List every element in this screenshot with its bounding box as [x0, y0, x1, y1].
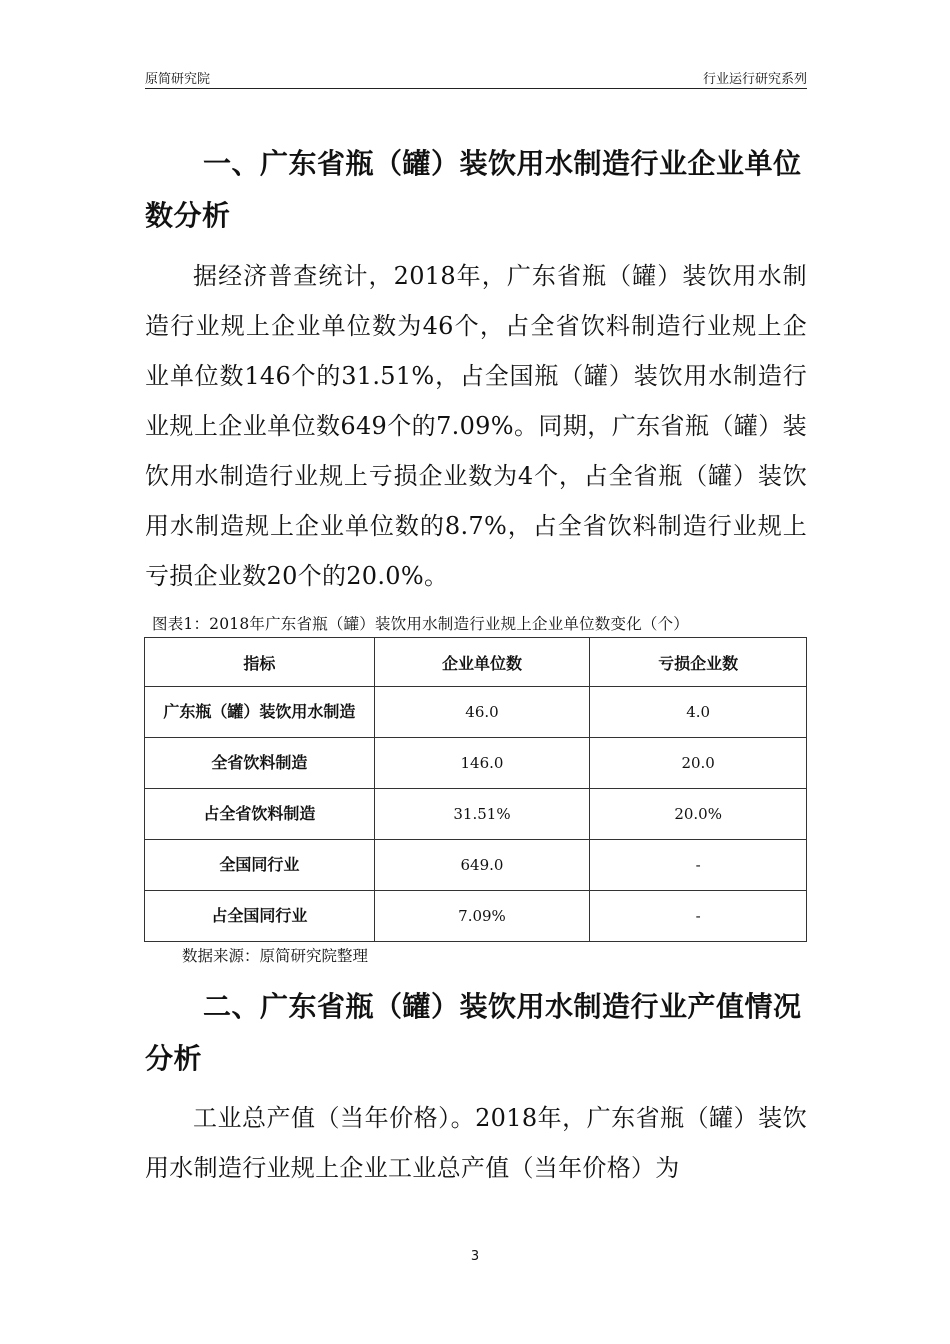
header-indicator: 指标 — [145, 638, 375, 687]
section1-paragraph: 据经济普查统计，2018年，广东省瓶（罐）装饮用水制造行业规上企业单位数为46个，占全省饮料制造行业规上企业单位数146个的31.51%，占全国瓶（罐）装饮用水制造行业规上企业单位数649个的7.09%。同期，广东省瓶（罐）装饮用水制造行业规上亏损企业数为4个，占全省瓶（罐）装饮用水制造规上企业单位数的8.7%，占全省饮料制造行业规上亏损企业数20个的20.0%。 — [145, 262, 807, 590]
header-org: 原简研究院 — [145, 72, 211, 87]
table-row — [145, 891, 807, 942]
row-label: 全省饮料制造 — [145, 738, 375, 789]
header-loss-enterprises: 亏损企业数 — [590, 638, 807, 687]
table-row — [145, 840, 807, 891]
enterprise-count-table — [144, 637, 807, 942]
row-loss: 20.0% — [590, 789, 807, 840]
table-caption: 图表1：2018年广东省瓶（罐）装饮用水制造行业规上企业单位数变化（个） — [152, 615, 690, 633]
page-number: 3 — [470, 1249, 480, 1264]
row-label: 占全省饮料制造 — [145, 789, 375, 840]
row-units: 146.0 — [374, 738, 590, 789]
header-series: 行业运行研究系列 — [702, 72, 807, 87]
row-label: 占全国同行业 — [145, 891, 375, 942]
header-enterprise-units: 企业单位数 — [374, 638, 590, 687]
row-units: 7.09% — [374, 891, 590, 942]
row-units: 46.0 — [374, 687, 590, 738]
row-loss: - — [590, 840, 807, 891]
table-row — [145, 687, 807, 738]
row-units: 649.0 — [374, 840, 590, 891]
table-header-row — [145, 638, 807, 687]
row-label: 全国同行业 — [145, 840, 375, 891]
table-row — [145, 738, 807, 789]
section2-paragraph: 工业总产值（当年价格）。2018年，广东省瓶（罐）装饮用水制造行业规上企业工业总产值（当年价格）为 — [145, 1104, 807, 1182]
row-units: 31.51% — [374, 789, 590, 840]
page-header — [145, 64, 807, 89]
row-loss: 20.0 — [590, 738, 807, 789]
row-loss: 4.0 — [590, 687, 807, 738]
row-label: 广东瓶（罐）装饮用水制造 — [145, 687, 375, 738]
section1-heading: 一、广东省瓶（罐）装饮用水制造行业企业单位数分析 — [145, 147, 802, 232]
row-loss: - — [590, 891, 807, 942]
section2-heading: 二、广东省瓶（罐）装饮用水制造行业产值情况分析 — [145, 990, 802, 1075]
table-row — [145, 789, 807, 840]
table-source: 数据来源：原简研究院整理 — [182, 947, 369, 965]
